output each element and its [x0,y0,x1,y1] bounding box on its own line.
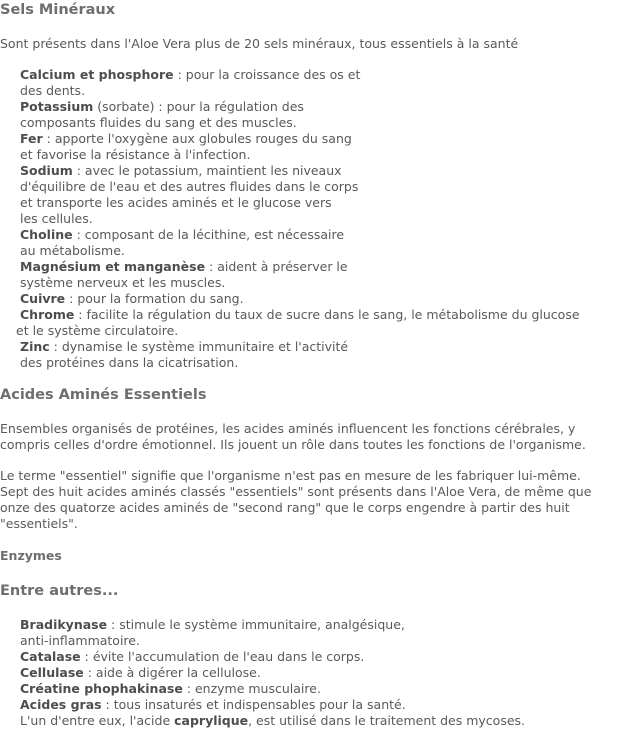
autres-title: Entre autres... [0,583,119,599]
acides-paragraph-1: Ensembles organisés de protéines, les acides aminés influencent les fonctions cérébrales, y compris celles d'ordre émotionnel. Ils jouent un rôle dans toutes les fonctions de l'organisme. [0,421,586,452]
list-item: Sodium : avec le potassium, maintient les niveaux [20,163,342,178]
list-item: Fer : apporte l'oxygène aux globules rouges du sang [20,131,352,146]
list-item: Zinc : dynamise le système immunitaire et l'activité [20,339,349,354]
list-item: Potassium (sorbate) : pour la régulation des [20,99,304,114]
acides-title: Acides Aminés Essentiels [0,387,207,403]
item-name: Sodium [20,163,73,178]
item-name: Créatine phophakinase [20,681,183,696]
item-name: Fer [20,131,43,146]
acides-paragraph-2: Le terme "essentiel" signifie que l'organisme n'est pas en mesure de les fabriquer lui-même. Sept des huit acides aminés classés "essentiels" sont présents dans l'Aloe Vera, de même que onze des quatorze acides aminés de "second rang" que le corps engendre à partir des huit "essentiels". [0,468,592,531]
list-item: Catalase : évite l'accumulation de l'eau dans le corps. [20,649,365,664]
item-name: Cuivre [20,291,66,306]
list-item: Cellulase : aide à digérer la cellulose. [20,665,261,680]
list-item: Magnésium et manganèse : aident à préserver le [20,259,348,274]
list-item: Cuivre : pour la formation du sang. [20,291,244,306]
list-item: L'un d'entre eux, l'acide caprylique, est utilisé dans le traitement des mycoses. [20,713,526,728]
item-name: Chrome [20,307,75,322]
sels-title: Sels Minéraux [0,2,116,18]
sels-list: Calcium et phosphore : pour la croissance des os et des dents. Potassium (sorbate) : pour la régulation des composants fluides du sang et des muscles. Fer : apporte l'oxygène aux globules rouges du sang et favorise la résistance à l'infection. Sodium : avec le potassium, maintient les niveaux d'équilibre de l'eau et des autres fluides dans le corps et transporte les acides aminés et le glucose vers les cellules. Choline : composant de la lécithine, est nécessaire au métabolisme. Magnésium et manganèse : aident à préserver le système nerveux et les muscles. Cuivre : pour la formation du sang. Chrome : facilite la régulation du taux de sucre dans le sang, le métabolisme du glucose et le système circulatoire. Zinc : dynamise le système immunitaire et l'activité des protéines dans la cicatrisation. [0,67,626,371]
list-item: Acides gras : tous insaturés et indispensables pour la santé. [20,697,406,712]
list-item: Créatine phophakinase : enzyme musculaire. [20,681,321,696]
item-name: Choline [20,227,73,242]
item-name: Acides gras [20,697,102,712]
list-item: Calcium et phosphore : pour la croissance des os et [20,67,361,82]
item-name: Bradikynase [20,617,108,632]
item-name: Zinc [20,339,50,354]
item-name: Catalase [20,649,81,664]
list-item: Bradikynase : stimule le système immunitaire, analgésique, [20,617,405,632]
enzymes-title: Enzymes [0,548,62,563]
item-name: Cellulase [20,665,84,680]
item-name: Potassium [20,99,94,114]
item-name: Magnésium et manganèse [20,259,206,274]
item-name: Calcium et phosphore [20,67,174,82]
item-name: caprylique [174,713,249,728]
autres-list: Bradikynase : stimule le système immunitaire, analgésique, anti-inflammatoire. Catalase : évite l'accumulation de l'eau dans le corps. Cellulase : aide à digérer la cellulose. Créatine phophakinase : enzyme musculaire. Acides gras : tous insaturés et indispensables pour la santé. L'un d'entre eux, l'acide caprylique, est utilisé dans le traitement des mycoses. [0,617,626,729]
sels-intro: Sont présents dans l'Aloe Vera plus de 20 sels minéraux, tous essentiels à la santé [0,36,519,51]
list-item: Chrome : facilite la régulation du taux de sucre dans le sang, le métabolisme du glucose [20,307,580,322]
list-item: Choline : composant de la lécithine, est nécessaire [20,227,345,242]
